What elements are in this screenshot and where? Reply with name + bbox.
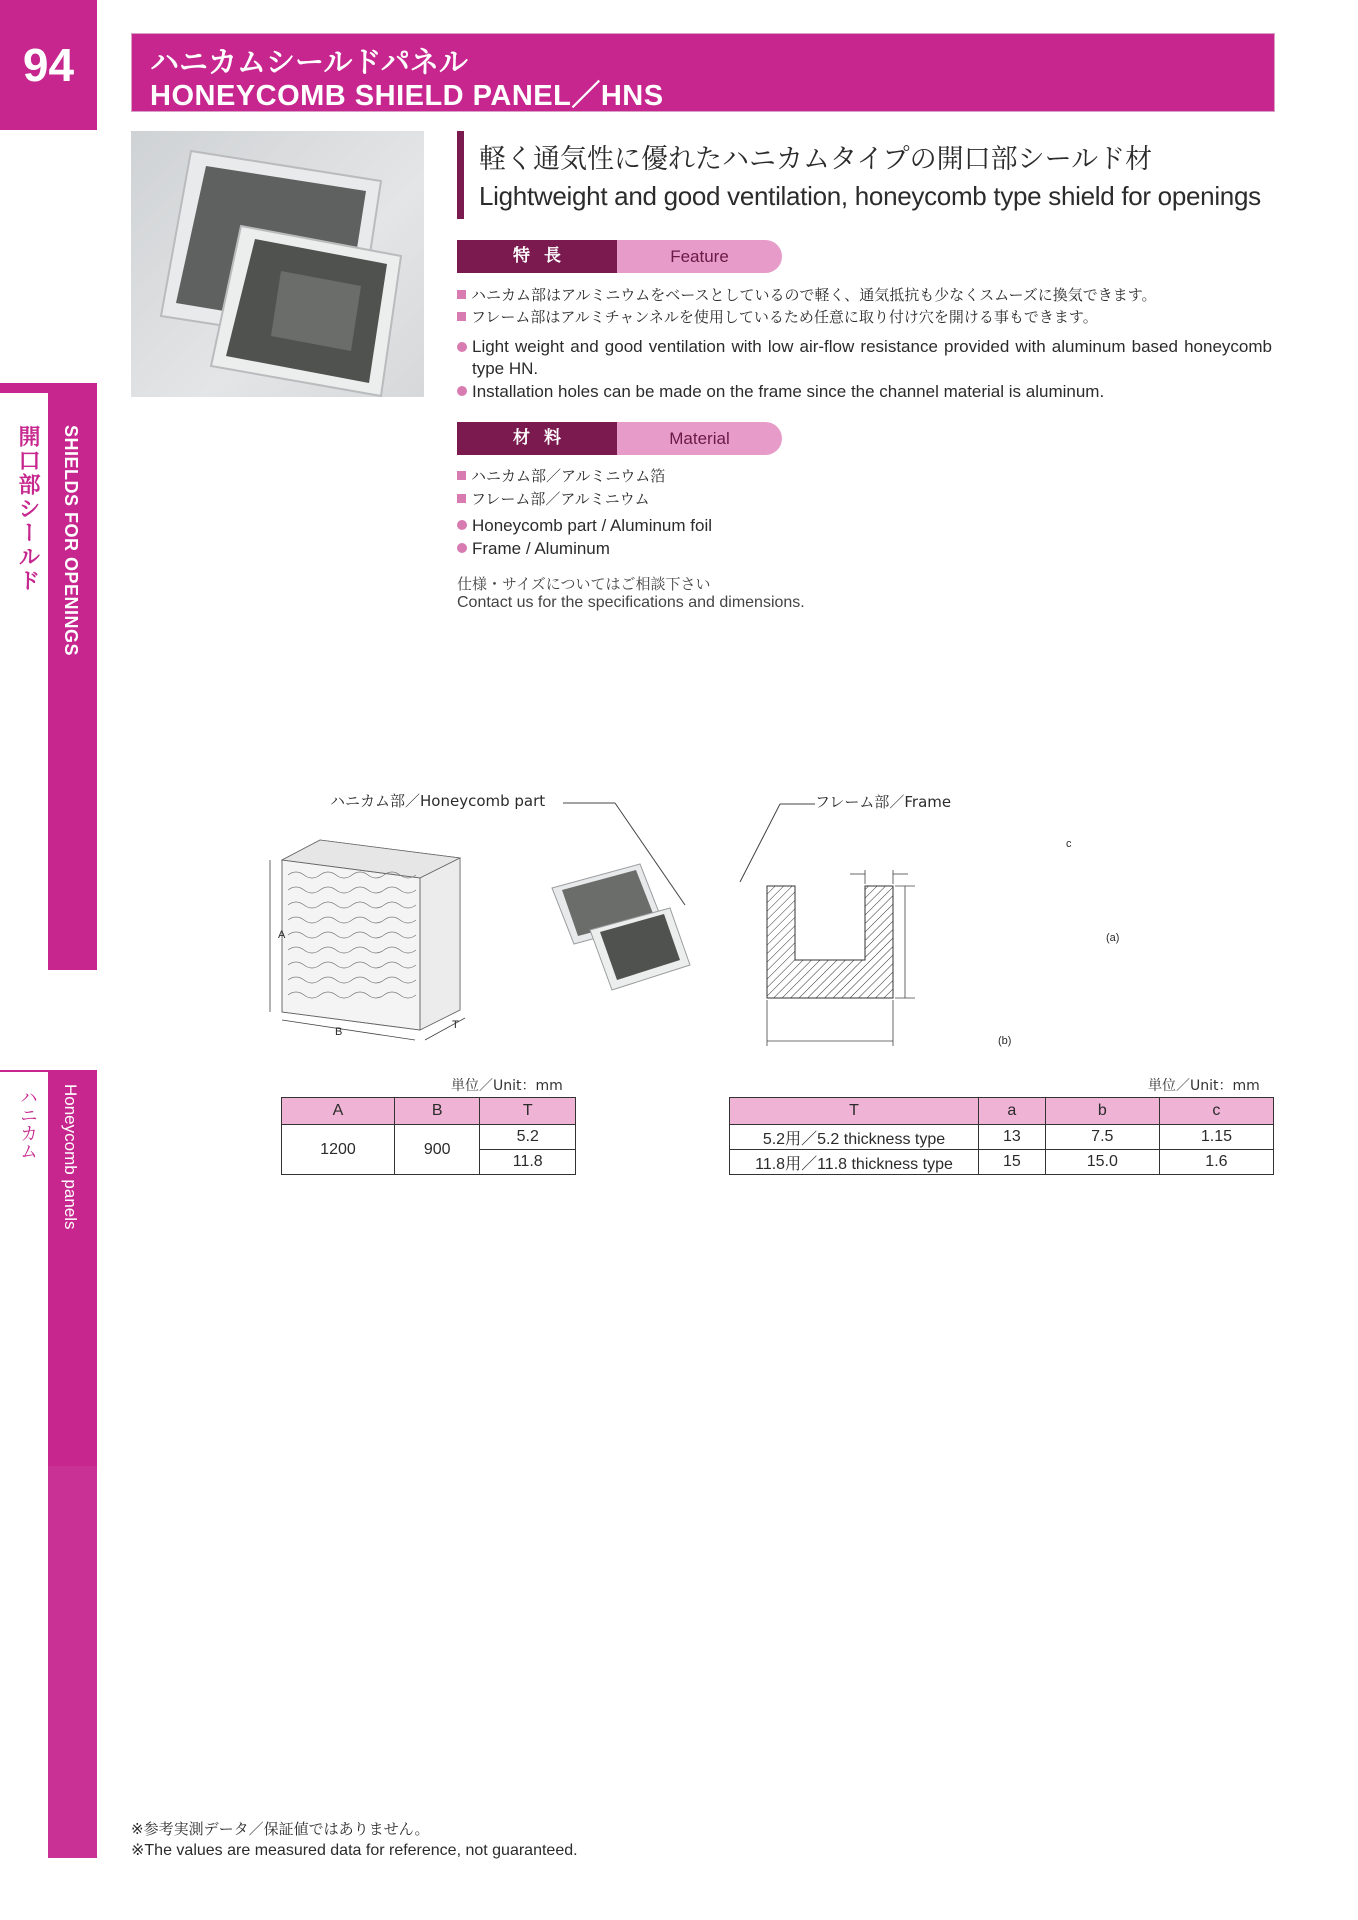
table-cell: 1.6 (1159, 1150, 1273, 1175)
side-tab-sub-jp: ハニカム (17, 1088, 38, 1160)
headline-en: Lightweight and good ventilation, honeycomb type shield for openings (479, 181, 1261, 211)
table-left-cell-T: 5.2 (480, 1125, 576, 1150)
table-left-cell-B: 900 (394, 1125, 480, 1175)
table-left-cell-T: 11.8 (480, 1150, 576, 1175)
dim-label-a: (a) (1106, 932, 1120, 944)
page-number: 94 (0, 0, 97, 130)
table-cell: 15 (979, 1150, 1046, 1175)
diagram (260, 790, 1140, 1060)
page-title-jp: ハニカムシールドパネル (150, 45, 468, 79)
side-tab-sub-en: Honeycomb panels (61, 1084, 80, 1230)
page-title-en: HONEYCOMB SHIELD PANEL／HNS (150, 80, 664, 112)
table-right-header: c (1159, 1098, 1273, 1125)
frame-label: フレーム部／Frame (815, 793, 952, 811)
material-label-en: Material (669, 429, 730, 448)
table-cell: 15.0 (1045, 1150, 1159, 1175)
feature-en-item: Installation holes can be made on the frame since the channel material is aluminum. (457, 382, 1104, 402)
material-note-jp: 仕様・サイズについてはご相談下さい (457, 575, 711, 593)
channel-section (767, 886, 893, 998)
table-right-header: a (979, 1098, 1046, 1125)
unit-label-right: 単位／Unit：mm (1148, 1078, 1260, 1094)
footnote-en: ※The values are measured data for reference, not guaranteed. (131, 1842, 578, 1859)
feature-jp-item: フレーム部はアルミチャンネルを使用しているため任意に取り付け穴を開ける事もできます。 (457, 306, 1098, 327)
material-jp-item: フレーム部／アルミニウム (457, 488, 650, 509)
footnote-jp: ※参考実測データ／保証値ではありません。 (131, 1820, 430, 1838)
title-band (131, 33, 1275, 112)
table-right (729, 1097, 1274, 1175)
material-section-label (457, 422, 782, 455)
side-tab-category-en: SHIELDS FOR OPENINGS (61, 425, 81, 657)
feature-label-jp: 特長 (457, 240, 617, 273)
table-row (730, 1125, 1274, 1150)
table-left-header: B (394, 1098, 480, 1125)
feature-en-item: Light weight and good ventilation with low air-flow resistance provided with aluminum based honeycomb type HN. (457, 336, 1272, 380)
material-jp-item: ハニカム部／アルミニウム箔 (457, 465, 665, 486)
table-left-cell-A: 1200 (282, 1125, 395, 1175)
dim-label-c: c (1066, 838, 1072, 850)
table-cell: 1.15 (1159, 1125, 1273, 1150)
material-note-en: Contact us for the specifications and dimensions. (457, 594, 805, 611)
honeycomb-part-label: ハニカム部／Honeycomb part (330, 792, 546, 810)
table-cell: 7.5 (1045, 1125, 1159, 1150)
dim-label-T: T (452, 1019, 459, 1031)
table-cell: 5.2用／5.2 thickness type (730, 1125, 979, 1150)
feature-section-label (457, 240, 782, 273)
dim-label-A: A (278, 929, 286, 941)
honeycomb-block (282, 840, 460, 1030)
side-tab-category (0, 383, 97, 970)
honeycomb-panel-photo (131, 131, 424, 397)
headline-bar (457, 131, 464, 219)
table-row (730, 1150, 1274, 1175)
product-photo (131, 131, 424, 397)
material-en-item: Honeycomb part / Aluminum foil (457, 516, 712, 536)
table-left-header: T (480, 1098, 576, 1125)
table-right-header: T (730, 1098, 979, 1125)
table-right-header: b (1045, 1098, 1159, 1125)
dim-label-b: (b) (998, 1035, 1012, 1047)
table-cell: 13 (979, 1125, 1046, 1150)
headline-jp: 軽く通気性に優れたハニカムタイプの開口部シールド材 (479, 144, 1153, 175)
material-en-item: Frame / Aluminum (457, 539, 610, 559)
feature-jp-item: ハニカム部はアルミニウムをベースとしているので軽く、通気抵抗も少なくスムーズに換気できます。 (457, 284, 1157, 305)
table-cell: 11.8用／11.8 thickness type (730, 1150, 979, 1175)
dim-label-B: B (335, 1026, 343, 1038)
table-left-header: A (282, 1098, 395, 1125)
side-tab-category-jp: 開口部シールド (15, 425, 40, 593)
table-left (281, 1097, 576, 1175)
feature-label-en: Feature (670, 247, 729, 266)
unit-label-left: 単位／Unit：mm (451, 1078, 563, 1094)
side-tab-sub (0, 1070, 97, 1858)
material-label-jp: 材料 (457, 422, 617, 455)
